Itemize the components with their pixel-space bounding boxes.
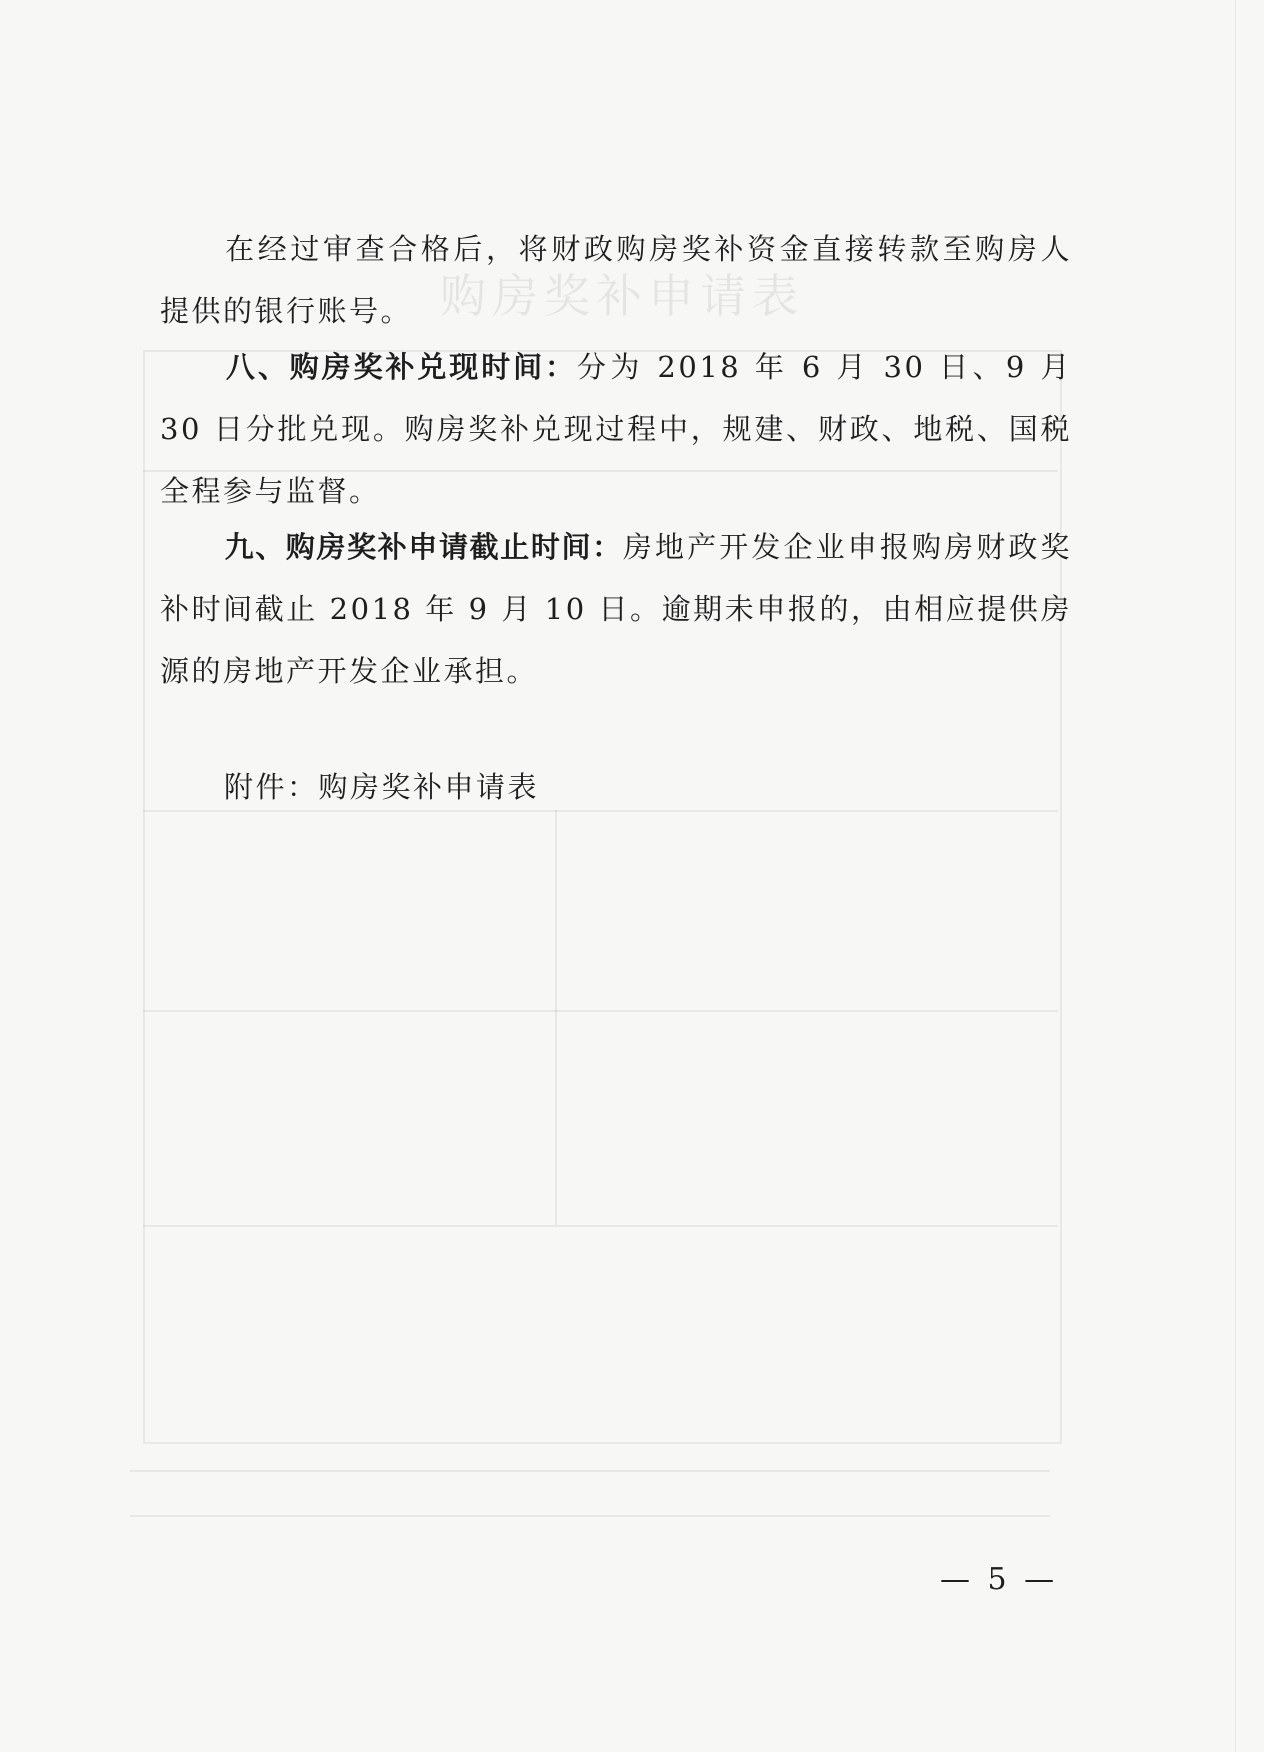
section-heading-eight: 八、购房奖补兑现时间： bbox=[224, 350, 577, 384]
paragraph-text: 分为 2018 年 6 月 30 日、9 月 30 日分批兑现。购房奖补兑现过程中，规建、财政、地税、国税全程参与监督。 bbox=[160, 350, 1072, 508]
paragraph-redemption-time bbox=[160, 336, 1072, 522]
bleed-through-rule bbox=[143, 1225, 1058, 1227]
attachment-text: 附件：购房奖补申请表 bbox=[224, 770, 540, 804]
bleed-through-title: 购房奖补申请表 bbox=[440, 269, 804, 323]
section-heading-nine: 九、购房奖补申请截止时间： bbox=[224, 530, 623, 564]
page-number: — 5 — bbox=[940, 1562, 1059, 1597]
bleed-through-rule bbox=[555, 810, 557, 1225]
bleed-through-rule bbox=[143, 1010, 1058, 1012]
attachment-line bbox=[160, 756, 1072, 818]
paragraph-application-deadline bbox=[160, 516, 1072, 702]
bleed-through-rule bbox=[130, 1515, 1050, 1517]
paragraph-transfer bbox=[160, 218, 1072, 342]
bleed-through-rule bbox=[130, 1470, 1050, 1472]
paragraph-text: 在经过审查合格后，将财政购房奖补资金直接转款至购房人提供的银行账号。 bbox=[160, 232, 1072, 328]
scan-edge bbox=[1235, 0, 1236, 1752]
paragraph-text: 房地产开发企业申报购房财政奖补时间截止 2018 年 9 月 10 日。逾期未申报的，由相应提供房源的房地产开发企业承担。 bbox=[160, 530, 1072, 688]
